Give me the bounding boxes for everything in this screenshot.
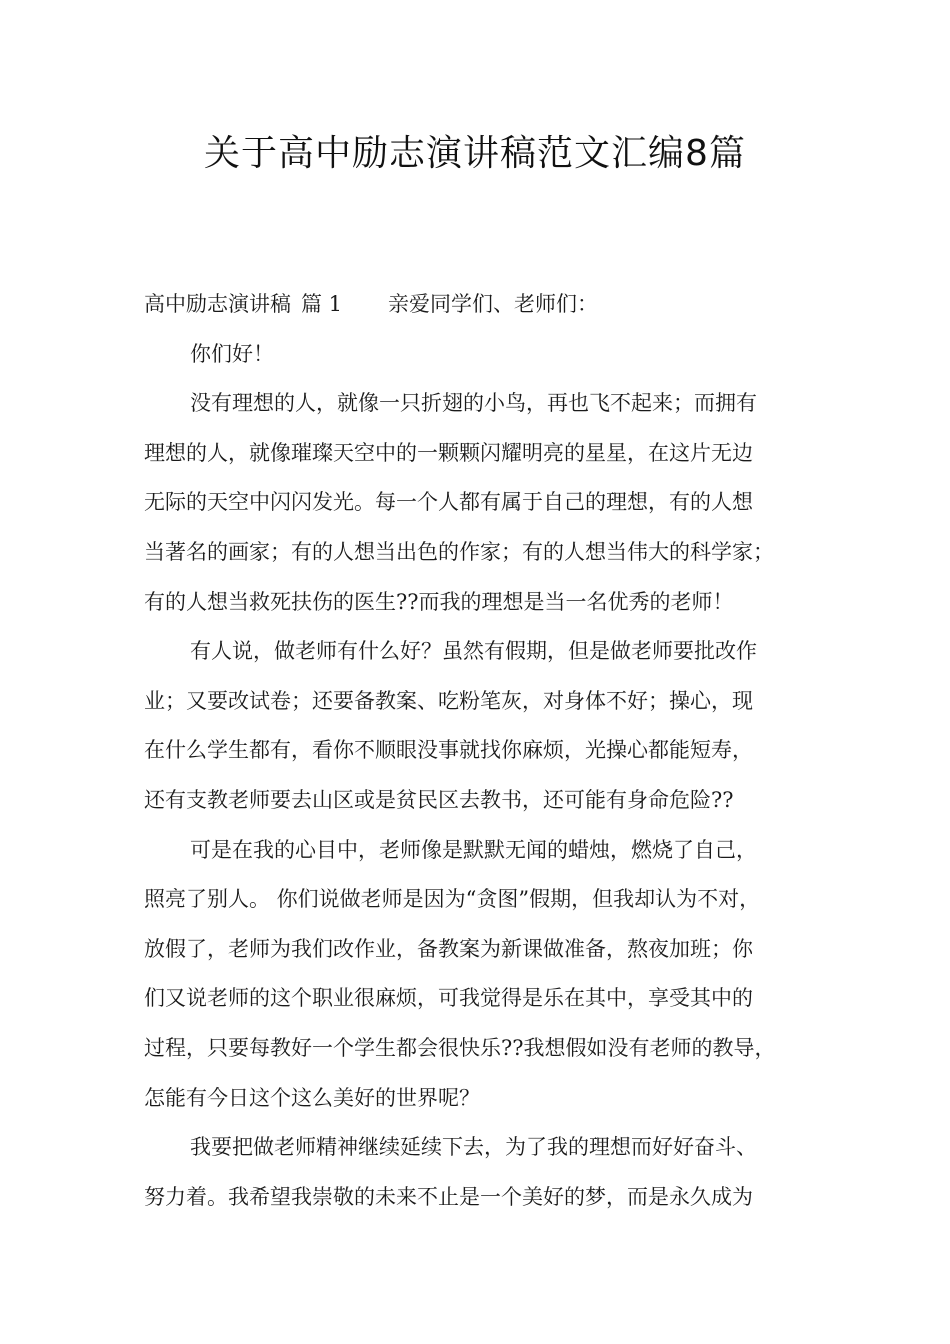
paragraph-line: 怎能有今日这个这么美好的世界呢？ bbox=[144, 1085, 480, 1110]
paragraph-line: 理想的人，就像璀璨天空中的一颗颗闪耀明亮的星星，在这片无边 bbox=[144, 440, 753, 465]
document-title: 关于高中励志演讲稿范文汇编8篇 bbox=[204, 133, 746, 174]
paragraph-line: 你们好！ bbox=[190, 341, 274, 366]
paragraph-line: 们又说老师的这个职业很麻烦，可我觉得是乐在其中，享受其中的 bbox=[144, 986, 753, 1011]
paragraph-line: 当著名的画家；有的人想当出色的作家；有的人想当伟大的科学家； bbox=[144, 539, 774, 564]
document-body bbox=[144, 280, 824, 1222]
paragraph-line: 过程，只要每教好一个学生都会很快乐??我想假如没有老师的教导， bbox=[144, 1035, 776, 1060]
paragraph-line: 放假了，老师为我们改作业，备教案为新课做准备，熬夜加班；你 bbox=[144, 936, 753, 961]
paragraph-line: 可是在我的心目中，老师像是默默无闻的蜡烛，燃烧了自己， bbox=[190, 837, 757, 862]
section-heading-number: 篇 1 bbox=[301, 292, 343, 316]
greeting-text: 亲爱同学们、老师们： bbox=[388, 292, 599, 316]
section-heading-line bbox=[144, 280, 824, 330]
paragraph-line: 照亮了别人。 你们说做老师是因为“贪图”假期，但我却认为不对， bbox=[144, 887, 761, 912]
paragraph-line: 没有理想的人，就像一只折翅的小鸟，再也飞不起来；而拥有 bbox=[190, 391, 757, 416]
paragraph-line: 有的人想当救死扶伤的医生??而我的理想是当一名优秀的老师！ bbox=[144, 589, 734, 614]
paragraph-line: 业；又要改试卷；还要备教案、吃粉笔灰，对身体不好；操心，现 bbox=[144, 688, 753, 713]
paragraph-line: 努力着。我希望我崇敬的未来不止是一个美好的梦，而是永久成为 bbox=[144, 1184, 753, 1209]
paragraph-line: 还有支教老师要去山区或是贫民区去教书，还可能有身命危险?? bbox=[144, 787, 734, 812]
paragraph-line: 无际的天空中闪闪发光。每一个人都有属于自己的理想，有的人想 bbox=[144, 490, 753, 515]
paragraph-line: 我要把做老师精神继续延续下去，为了我的理想而好好奋斗、 bbox=[190, 1135, 757, 1160]
paragraph-line: 在什么学生都有，看你不顺眼没事就找你麻烦，光操心都能短寿， bbox=[144, 738, 753, 763]
section-heading-label: 高中励志演讲稿 bbox=[144, 292, 291, 316]
paragraph-line: 有人说，做老师有什么好？虽然有假期，但是做老师要批改作 bbox=[190, 639, 757, 664]
